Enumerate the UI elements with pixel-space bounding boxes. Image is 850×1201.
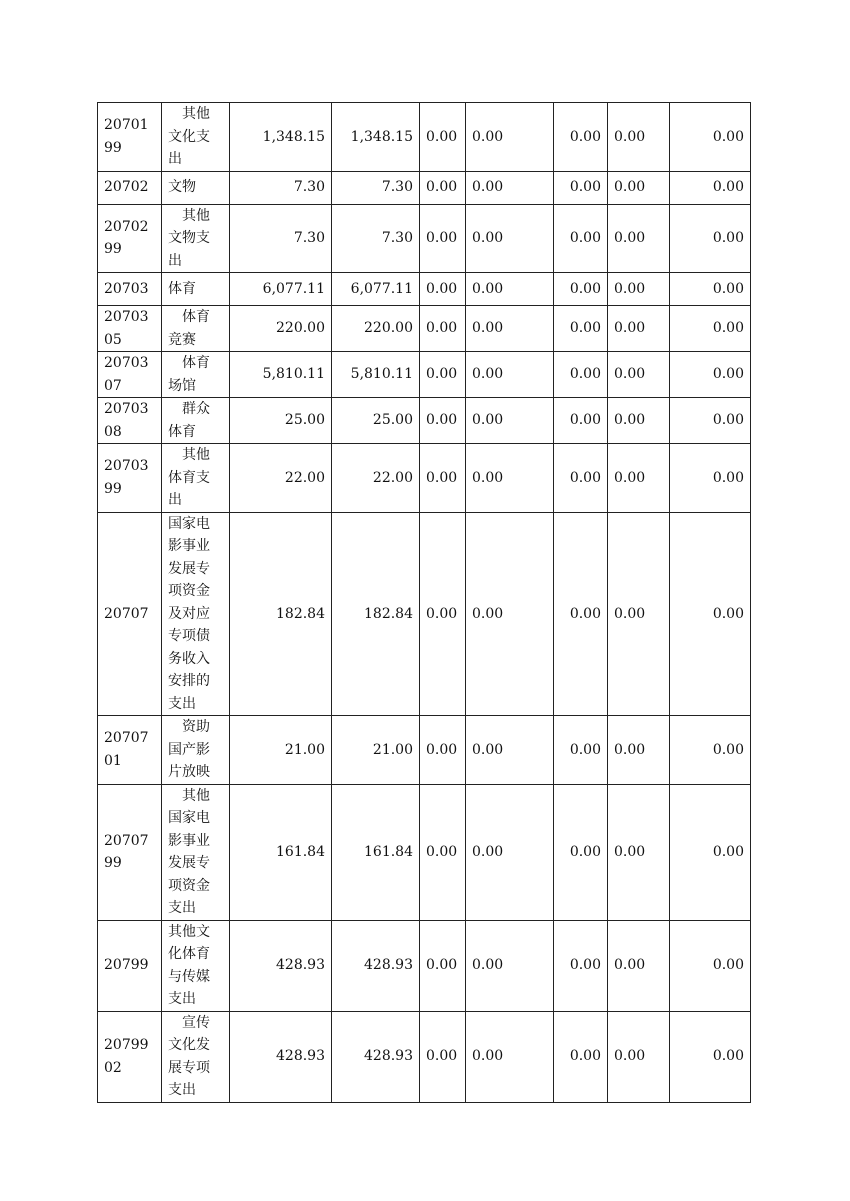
- value-cell-4: 0.00: [466, 716, 554, 785]
- account-name-cell: 体育 场馆: [162, 352, 230, 398]
- total-cell: 25.00: [230, 398, 332, 444]
- basic-expenditure-cell: 428.93: [332, 1011, 420, 1102]
- account-name-cell: 其他文 化体育 与传媒 支出: [162, 920, 230, 1011]
- account-code-cell: 2070399: [98, 444, 162, 513]
- value-cell-5: 0.00: [554, 306, 608, 352]
- value-cell-3: 0.00: [420, 920, 466, 1011]
- account-name-cell: 宣传 文化发 展专项 支出: [162, 1011, 230, 1102]
- basic-expenditure-cell: 161.84: [332, 784, 420, 920]
- value-cell-6: 0.00: [608, 273, 670, 306]
- total-cell: 5,810.11: [230, 352, 332, 398]
- value-cell-7: 0.00: [670, 352, 751, 398]
- table-row: [98, 512, 751, 716]
- basic-expenditure-cell: 1,348.15: [332, 103, 420, 172]
- basic-expenditure-cell: 22.00: [332, 444, 420, 513]
- value-cell-3: 0.00: [420, 444, 466, 513]
- value-cell-5: 0.00: [554, 204, 608, 273]
- value-cell-4: 0.00: [466, 512, 554, 716]
- table-row: [98, 103, 751, 172]
- basic-expenditure-cell: 7.30: [332, 171, 420, 204]
- value-cell-4: 0.00: [466, 444, 554, 513]
- value-cell-3: 0.00: [420, 716, 466, 785]
- total-cell: 21.00: [230, 716, 332, 785]
- value-cell-7: 0.00: [670, 716, 751, 785]
- basic-expenditure-cell: 5,810.11: [332, 352, 420, 398]
- value-cell-4: 0.00: [466, 920, 554, 1011]
- value-cell-7: 0.00: [670, 444, 751, 513]
- value-cell-4: 0.00: [466, 306, 554, 352]
- total-cell: 182.84: [230, 512, 332, 716]
- account-name-cell: 体育 竞赛: [162, 306, 230, 352]
- basic-expenditure-cell: 182.84: [332, 512, 420, 716]
- value-cell-5: 0.00: [554, 171, 608, 204]
- basic-expenditure-cell: 428.93: [332, 920, 420, 1011]
- table-row: [98, 784, 751, 920]
- table-row: [98, 306, 751, 352]
- value-cell-7: 0.00: [670, 103, 751, 172]
- value-cell-7: 0.00: [670, 920, 751, 1011]
- total-cell: 7.30: [230, 171, 332, 204]
- value-cell-5: 0.00: [554, 273, 608, 306]
- value-cell-6: 0.00: [608, 204, 670, 273]
- account-code-cell: 20703: [98, 273, 162, 306]
- total-cell: 428.93: [230, 1011, 332, 1102]
- table-row: [98, 716, 751, 785]
- value-cell-5: 0.00: [554, 352, 608, 398]
- value-cell-5: 0.00: [554, 920, 608, 1011]
- total-cell: 428.93: [230, 920, 332, 1011]
- table-row: [98, 352, 751, 398]
- account-name-cell: 其他 文化支 出: [162, 103, 230, 172]
- value-cell-3: 0.00: [420, 784, 466, 920]
- value-cell-6: 0.00: [608, 512, 670, 716]
- table-row: [98, 398, 751, 444]
- value-cell-3: 0.00: [420, 103, 466, 172]
- basic-expenditure-cell: 25.00: [332, 398, 420, 444]
- value-cell-5: 0.00: [554, 398, 608, 444]
- value-cell-6: 0.00: [608, 398, 670, 444]
- account-code-cell: 20707: [98, 512, 162, 716]
- value-cell-6: 0.00: [608, 1011, 670, 1102]
- value-cell-3: 0.00: [420, 398, 466, 444]
- value-cell-5: 0.00: [554, 103, 608, 172]
- value-cell-5: 0.00: [554, 512, 608, 716]
- basic-expenditure-cell: 21.00: [332, 716, 420, 785]
- account-name-cell: 文物: [162, 171, 230, 204]
- total-cell: 161.84: [230, 784, 332, 920]
- value-cell-7: 0.00: [670, 171, 751, 204]
- account-code-cell: 20702: [98, 171, 162, 204]
- value-cell-5: 0.00: [554, 444, 608, 513]
- value-cell-6: 0.00: [608, 352, 670, 398]
- value-cell-7: 0.00: [670, 273, 751, 306]
- value-cell-7: 0.00: [670, 204, 751, 273]
- table-row: [98, 273, 751, 306]
- value-cell-7: 0.00: [670, 512, 751, 716]
- value-cell-4: 0.00: [466, 171, 554, 204]
- value-cell-3: 0.00: [420, 352, 466, 398]
- table-row: [98, 204, 751, 273]
- value-cell-5: 0.00: [554, 716, 608, 785]
- account-code-cell: 20799: [98, 920, 162, 1011]
- value-cell-4: 0.00: [466, 1011, 554, 1102]
- value-cell-5: 0.00: [554, 784, 608, 920]
- account-code-cell: 2070307: [98, 352, 162, 398]
- value-cell-4: 0.00: [466, 204, 554, 273]
- table-row: [98, 444, 751, 513]
- value-cell-4: 0.00: [466, 273, 554, 306]
- value-cell-4: 0.00: [466, 352, 554, 398]
- value-cell-6: 0.00: [608, 784, 670, 920]
- value-cell-3: 0.00: [420, 1011, 466, 1102]
- value-cell-6: 0.00: [608, 920, 670, 1011]
- budget-table: [97, 102, 751, 1103]
- account-code-cell: 2070299: [98, 204, 162, 273]
- value-cell-3: 0.00: [420, 171, 466, 204]
- total-cell: 22.00: [230, 444, 332, 513]
- value-cell-3: 0.00: [420, 306, 466, 352]
- value-cell-4: 0.00: [466, 398, 554, 444]
- value-cell-6: 0.00: [608, 716, 670, 785]
- value-cell-4: 0.00: [466, 784, 554, 920]
- value-cell-6: 0.00: [608, 444, 670, 513]
- total-cell: 220.00: [230, 306, 332, 352]
- account-code-cell: 2070305: [98, 306, 162, 352]
- value-cell-3: 0.00: [420, 512, 466, 716]
- value-cell-7: 0.00: [670, 784, 751, 920]
- value-cell-6: 0.00: [608, 306, 670, 352]
- account-code-cell: 2070701: [98, 716, 162, 785]
- account-code-cell: 2070308: [98, 398, 162, 444]
- account-name-cell: 群众 体育: [162, 398, 230, 444]
- total-cell: 7.30: [230, 204, 332, 273]
- value-cell-3: 0.00: [420, 273, 466, 306]
- basic-expenditure-cell: 6,077.11: [332, 273, 420, 306]
- table-row: [98, 920, 751, 1011]
- account-name-cell: 资助 国产影 片放映: [162, 716, 230, 785]
- table-row: [98, 1011, 751, 1102]
- account-name-cell: 体育: [162, 273, 230, 306]
- basic-expenditure-cell: 7.30: [332, 204, 420, 273]
- value-cell-6: 0.00: [608, 103, 670, 172]
- account-code-cell: 2070799: [98, 784, 162, 920]
- value-cell-4: 0.00: [466, 103, 554, 172]
- value-cell-7: 0.00: [670, 398, 751, 444]
- value-cell-7: 0.00: [670, 1011, 751, 1102]
- account-code-cell: 2070199: [98, 103, 162, 172]
- value-cell-6: 0.00: [608, 171, 670, 204]
- account-name-cell: 其他 文物支 出: [162, 204, 230, 273]
- value-cell-7: 0.00: [670, 306, 751, 352]
- table-body: [98, 103, 751, 1103]
- account-name-cell: 其他 国家电 影事业 发展专 项资金 支出: [162, 784, 230, 920]
- value-cell-3: 0.00: [420, 204, 466, 273]
- account-code-cell: 2079902: [98, 1011, 162, 1102]
- total-cell: 1,348.15: [230, 103, 332, 172]
- basic-expenditure-cell: 220.00: [332, 306, 420, 352]
- account-name-cell: 国家电 影事业 发展专 项资金 及对应 专项债 务收入 安排的 支出: [162, 512, 230, 716]
- table-row: [98, 171, 751, 204]
- account-name-cell: 其他 体育支 出: [162, 444, 230, 513]
- value-cell-5: 0.00: [554, 1011, 608, 1102]
- total-cell: 6,077.11: [230, 273, 332, 306]
